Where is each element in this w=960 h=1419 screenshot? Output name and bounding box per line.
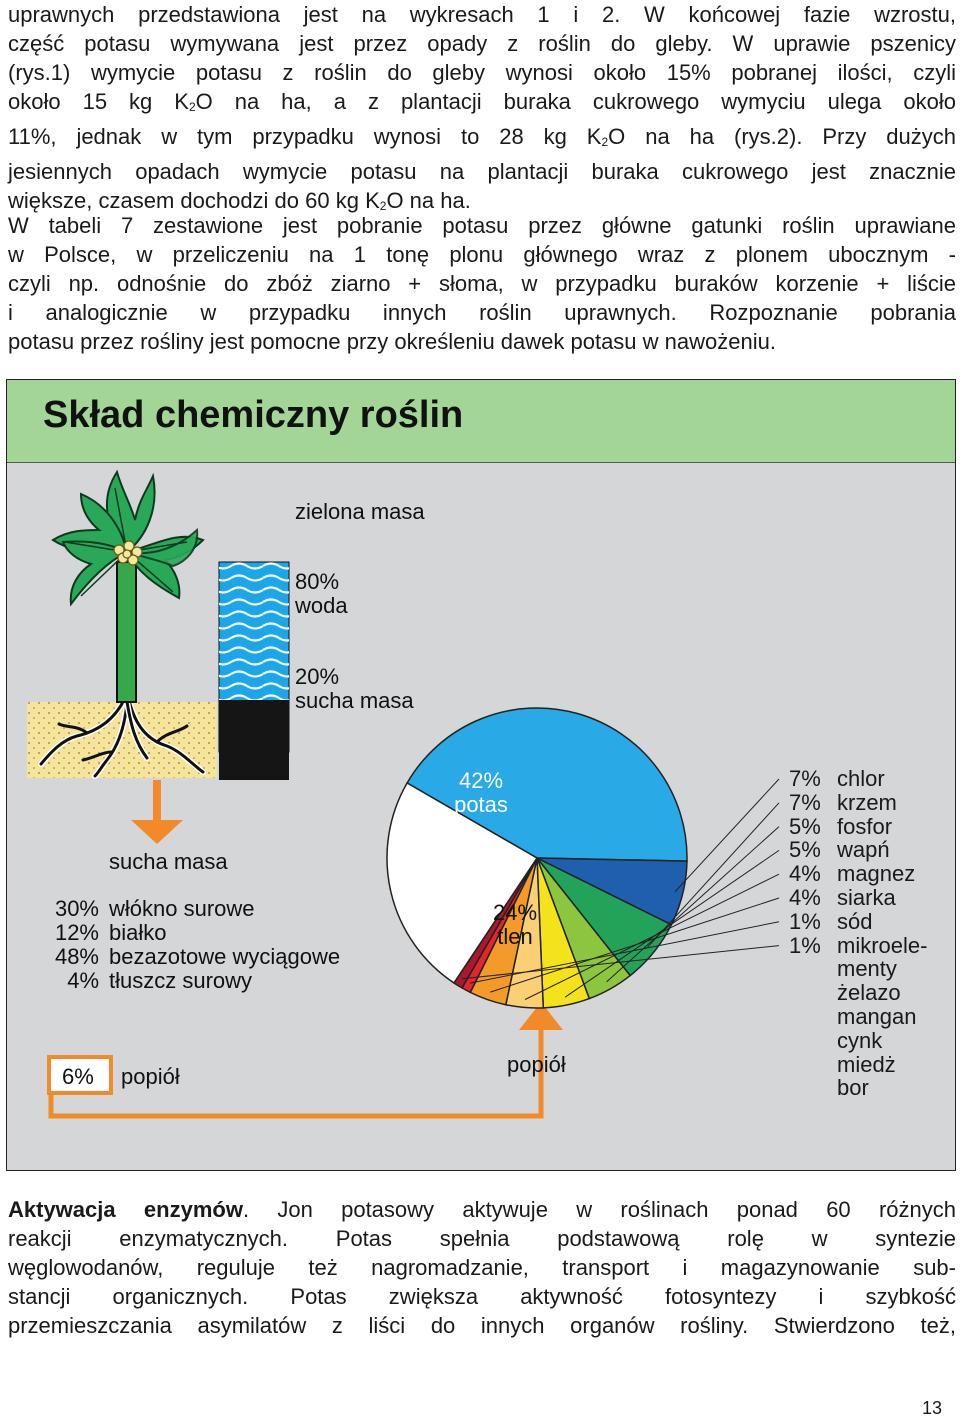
text-line: uprawnych przedstawiona jest na wykresach 1 i 2. W końcowej fazie wzrostu, — [8, 2, 956, 27]
legend-item: 5% wapń — [789, 837, 890, 863]
figure-title: Skład chemiczny roślin — [43, 394, 464, 436]
text-line: przemieszczania asymilatów z liści do innych organów rośliny. Stwierdzono też, — [8, 1313, 956, 1338]
dry-component-label: bezazotowe wyciągowe — [109, 944, 341, 969]
dry-mass-label: sucha masa — [295, 688, 414, 713]
dry-component-pct: 4% — [67, 968, 99, 993]
dry-component-label: białko — [109, 920, 167, 945]
ash-pie-chart — [387, 708, 687, 1008]
text-line: Aktywacja enzymów. Jon potasowy aktywuje w roślinach ponad 60 różnych — [8, 1197, 956, 1222]
dry-mass-heading: sucha masa — [109, 849, 228, 874]
text-line: reakcji enzymatycznych. Potas spełnia podstawową rolę w syntezie — [8, 1226, 956, 1251]
ash-pct: 6% — [62, 1064, 94, 1089]
pie-legend — [789, 767, 927, 1100]
plant-composition-figure — [6, 379, 956, 1171]
ash-connector-line — [49, 1002, 563, 1116]
legend-item: 1% sód — [789, 908, 873, 934]
dry-mass-pct: 20% — [295, 664, 340, 689]
text-line: czyli np. odnośnie do zbóż ziarno + słoma, w przypadku buraków korzenie + liście — [8, 271, 956, 296]
dry-component-pct: 30% — [54, 896, 99, 921]
legend-item: 1% mikroele- — [789, 932, 928, 958]
text-line: część potasu wymywana jest przez opady z roślin do gleby. W uprawie pszenicy — [8, 31, 956, 56]
enzyme-paragraph — [8, 1195, 956, 1340]
water-column — [219, 562, 289, 780]
legend-item: 4% siarka — [789, 884, 896, 910]
text-line: 11%, jednak w tym przypadku wynosi to 28 kg $K_2O$ na ha (rys.2). Przy dużych — [8, 124, 956, 149]
pie-oxygen-pct: 24% — [492, 900, 538, 925]
legend-item-cont: żelazo — [837, 980, 901, 1006]
down-arrow-icon — [131, 780, 183, 844]
table7-paragraph — [8, 211, 956, 356]
legend-item-cont: bor — [837, 1075, 869, 1101]
pie-ash-label: popiół — [507, 1052, 566, 1077]
green-mass-label: zielona masa — [295, 499, 425, 524]
text-line: około 15 kg $K_2O$ na ha, a z plantacji buraka cukrowego wymyciu ulega około — [8, 89, 956, 114]
soil-area — [27, 702, 217, 778]
legend-item-cont: miedż — [837, 1051, 896, 1077]
legend-item-cont: mangan — [837, 1003, 917, 1029]
page-number: 13 — [922, 1398, 943, 1418]
dry-component-pct: 48% — [54, 944, 99, 969]
text-line: i analogicznie w przypadku innych roślin uprawnych. Rozpoznanie pobrania — [8, 300, 956, 325]
legend-item-cont: menty — [837, 956, 897, 982]
text-line: w Polsce, w przeliczeniu na 1 tonę plonu głównego wraz z plonem ubocznym - — [8, 242, 956, 267]
legend-item: 7% krzem — [789, 789, 897, 815]
stem — [117, 562, 136, 702]
ash-label: popiół — [121, 1064, 180, 1089]
text-line: potasu przez rośliny jest pomocne przy określeniu dawek potasu w nawożeniu. — [8, 329, 776, 354]
text-line: węglowodanów, reguluje też nagromadzanie, transport i magazynowanie sub- — [8, 1255, 956, 1280]
legend-item: 7% chlor — [789, 766, 885, 791]
intro-paragraph — [8, 0, 956, 221]
pie-potassium-pct: 42% — [458, 768, 504, 793]
text-line: (rys.1) wymycie potasu z roślin do gleby wynosi około 15% pobranej ilości, czyli — [8, 60, 956, 85]
water-pct: 80% — [295, 569, 340, 594]
text-line: większe, czasem dochodzi do 60 kg $K_2O$ na ha. — [8, 188, 471, 213]
text-line: jesiennych opadach wymycie potasu na plantacji buraka cukrowego jest znacznie — [8, 159, 956, 184]
water-label: woda — [295, 593, 348, 618]
legend-item-cont: cynk — [837, 1027, 883, 1053]
leader-line — [675, 779, 779, 892]
dry-component-label: tłuszcz surowy — [109, 968, 253, 993]
legend-item: 4% magnez — [789, 861, 916, 887]
dry-component-label: włókno surowe — [109, 896, 255, 921]
text-line: W tabeli 7 zestawione jest pobranie potasu przez główne gatunki roślin uprawiane — [8, 213, 956, 238]
pie-oxygen-label: tlen — [497, 924, 533, 949]
section-heading: Aktywacja enzymów — [8, 1197, 243, 1222]
legend-item: 5% fosfor — [789, 813, 893, 839]
text-line: stancji organicznych. Potas zwiększa aktywność fotosyntezy i szybkość — [8, 1284, 956, 1309]
pie-potassium-label: potas — [454, 792, 508, 817]
dry-component-pct: 12% — [54, 920, 99, 945]
